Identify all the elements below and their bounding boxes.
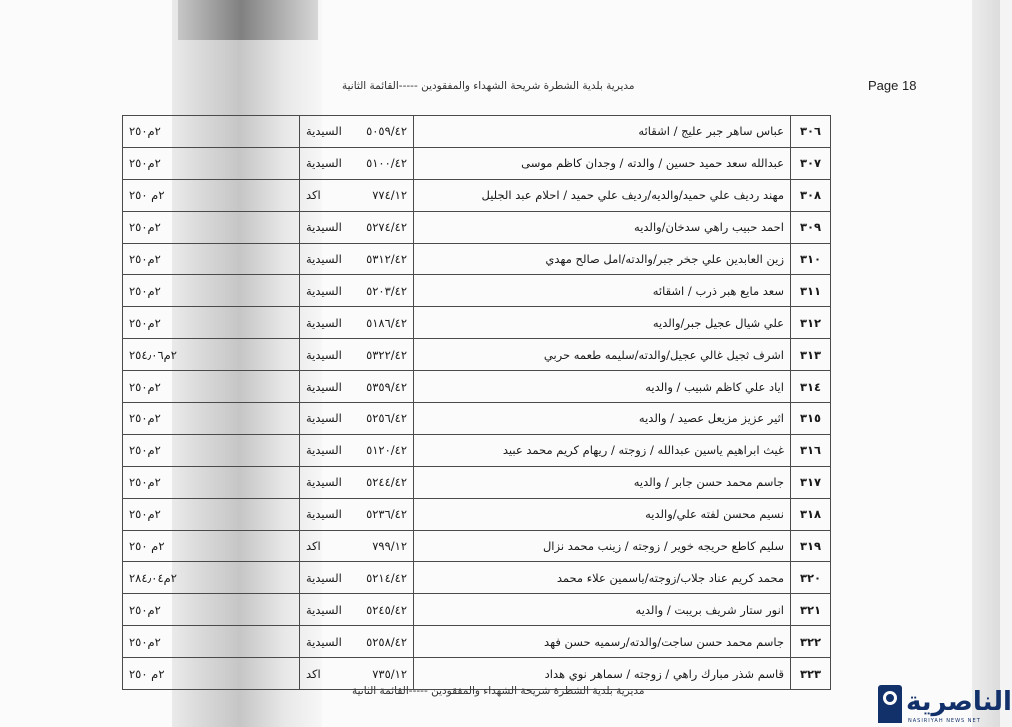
beneficiary-name-cell: جاسم محمد حسن ساجت/والدته/رسميه حسن فهد [414,626,791,658]
district-label: السيدية [306,156,342,171]
area-cell: ٢م٢٥٠ [123,371,300,403]
district-label: اكد [306,539,321,554]
area-cell: ٢م٢٥٠ [123,466,300,498]
area-cell: ٢م٢٥٠ [123,243,300,275]
logo-subtext: NASIRIYAH NEWS NET [908,718,981,724]
row-number-cell: ٣١١ [791,275,831,307]
row-number-cell: ٣٠٦ [791,116,831,148]
plot-number: ٥٢١٤/٤٢ [366,570,407,585]
binding-top-shadow [178,0,318,40]
beneficiary-name-cell: جاسم محمد حسن جابر / والديه [414,466,791,498]
beneficiary-name-cell: اياد علي كاظم شبيب / والديه [414,371,791,403]
area-cell: ٢م٢٨٤٫٠٤ [123,562,300,594]
page-number: Page 18 [868,78,917,93]
plot-code-cell [300,116,414,148]
table-row [123,403,831,435]
beneficiary-name-cell: عبدالله سعد حميد حسين / والدته / وجدان كاظم موسى [414,147,791,179]
row-number-cell: ٣٢٢ [791,626,831,658]
row-number-cell: ٣١٣ [791,339,831,371]
plot-code-cell [300,466,414,498]
area-cell: ٢م٢٥٠ [123,307,300,339]
district-label: السيدية [306,220,342,235]
row-number-cell: ٣١٧ [791,466,831,498]
district-label: السيدية [306,634,342,649]
plot-code-wrap [306,475,407,489]
district-label: السيدية [306,443,342,458]
table-row [123,434,831,466]
plot-number: ٥٢٤٤/٤٢ [366,475,407,490]
plot-number: ٥٠٥٩/٤٢ [366,124,407,139]
area-cell: ٢م٢٥٤٫٠٦ [123,339,300,371]
plot-number: ٥٣١٢/٤٢ [366,252,407,266]
plot-code-cell [300,594,414,626]
table-row [123,466,831,498]
table-row [123,371,831,403]
row-number-cell: ٣١٩ [791,530,831,562]
beneficiary-name-cell: عباس ساهر جبر عليج / اشقائه [414,116,791,148]
beneficiary-name-cell: غيث ابراهيم ياسين عبدالله / زوجته / ريهام كريم محمد عبيد [414,434,791,466]
plot-number: ٥٢٤٥/٤٢ [366,602,407,617]
district-label: السيدية [306,475,342,490]
page-footer-title: مديرية بلدية الشطرة شريحة الشهداء والمفقودين -----القائمة الثانية [352,685,645,697]
plot-code-wrap [306,443,407,457]
plot-code-wrap [306,284,407,298]
plot-code-wrap [306,411,407,425]
plot-code-wrap [306,603,407,617]
plot-code-cell [300,562,414,594]
plot-code-cell [300,179,414,211]
district-label: السيدية [306,570,342,585]
row-number-cell: ٣٢١ [791,594,831,626]
area-cell: ٢م ٢٥٠ [123,179,300,211]
plot-number: ٥٣٥٩/٤٢ [366,379,407,394]
plot-number: ٧٣٥/١٢ [372,666,407,681]
row-number-cell: ٣٢٣ [791,658,831,690]
table-row [123,147,831,179]
plot-code-cell [300,371,414,403]
table-row [123,530,831,562]
plot-code-cell [300,243,414,275]
plot-number: ٥١٢٠/٤٢ [366,443,407,458]
table-row [123,307,831,339]
table-row [123,179,831,211]
plot-code-wrap [306,348,407,362]
area-cell: ٢م٢٥٠ [123,626,300,658]
table-row [123,275,831,307]
plot-number: ٥٢٠٣/٤٢ [366,283,407,298]
row-number-cell: ٣٠٨ [791,179,831,211]
table-row [123,626,831,658]
plot-code-wrap [306,252,407,266]
area-cell: ٢م ٢٥٠ [123,658,300,690]
plot-number: ٥٢٣٦/٤٢ [366,507,407,522]
district-label: السيدية [306,507,342,522]
area-cell: ٢م٢٥٠ [123,498,300,530]
beneficiary-name-cell: نسيم محسن لفته علي/والديه [414,498,791,530]
beneficiary-name-cell: زين العابدين علي جخر جبر/والدته/امل صالح مهدي [414,243,791,275]
area-cell: ٢م٢٥٠ [123,275,300,307]
table-row [123,594,831,626]
plot-code-wrap [306,667,407,681]
area-cell: ٢م٢٥٠ [123,403,300,435]
district-label: السيدية [306,347,342,362]
plot-number: ٥٢٧٤/٤٢ [366,220,407,235]
beneficiary-name-cell: علي شيال عجيل جبر/والديه [414,307,791,339]
plot-code-cell [300,403,414,435]
plot-code-cell [300,498,414,530]
plot-number: ٥٢٥٦/٤٢ [366,411,407,426]
row-number-cell: ٣٢٠ [791,562,831,594]
plot-code-wrap [306,507,407,521]
plot-code-wrap [306,316,407,330]
plot-code-cell [300,626,414,658]
row-number-cell: ٣٠٧ [791,147,831,179]
beneficiary-name-cell: سليم كاطع حريجه خوير / زوجته / زينب محمد نزال [414,530,791,562]
logo-text: الناصرية [906,687,1012,717]
beneficiary-name-cell: احمد حبيب راهي سدخان/والديه [414,211,791,243]
table-row [123,562,831,594]
plot-number: ٧٧٤/١٢ [372,188,407,203]
beneficiary-name-cell: اثير عزيز مزيعل عصيد / والديه [414,403,791,435]
district-label: السيدية [306,379,342,394]
table-row [123,339,831,371]
row-number-cell: ٣١٤ [791,371,831,403]
district-label: السيدية [306,602,342,617]
records-table-body [123,116,831,690]
row-number-cell: ٣١٦ [791,434,831,466]
beneficiary-name-cell: سعد مايع هبر ذرب / اشقائه [414,275,791,307]
table-row [123,498,831,530]
plot-code-wrap [306,571,407,585]
plot-code-cell [300,434,414,466]
plot-code-wrap [306,539,407,553]
row-number-cell: ٣١٥ [791,403,831,435]
beneficiary-name-cell: مهند رديف علي حميد/والديه/رديف علي حميد / احلام عبد الجليل [414,179,791,211]
plot-code-wrap [306,156,407,170]
table-row [123,211,831,243]
plot-code-wrap [306,635,407,649]
beneficiary-name-cell: محمد كريم عناد جلاب/زوجته/ياسمين علاء محمد [414,562,791,594]
row-number-cell: ٣١٠ [791,243,831,275]
district-label: اكد [306,188,321,203]
district-label: السيدية [306,283,342,298]
area-cell: ٢م٢٥٠ [123,211,300,243]
plot-number: ٥٢٥٨/٤٢ [366,634,407,649]
nasiriyah-logo [878,685,1012,725]
page-edge [972,0,1000,727]
district-label: السيدية [306,124,342,139]
plot-number: ٥١٨٦/٤٢ [366,315,407,330]
plot-code-cell [300,339,414,371]
logo-icon [878,685,902,723]
area-cell: ٢م٢٥٠ [123,594,300,626]
plot-code-wrap [306,220,407,234]
records-table [122,115,831,690]
plot-code-cell [300,307,414,339]
beneficiary-name-cell: قاسم شذر مبارك راهي / زوجته / سماهر نوي هداد [414,658,791,690]
plot-code-cell [300,275,414,307]
plot-code-cell [300,147,414,179]
row-number-cell: ٣١٨ [791,498,831,530]
district-label: السيدية [306,252,342,266]
row-number-cell: ٣١٢ [791,307,831,339]
plot-number: ٥١٠٠/٤٢ [366,156,407,171]
plot-number: ٧٩٩/١٢ [372,539,407,554]
plot-number: ٥٣٢٢/٤٢ [366,347,407,362]
row-number-cell: ٣٠٩ [791,211,831,243]
area-cell: ٢م ٢٥٠ [123,530,300,562]
table-row [123,243,831,275]
area-cell: ٢م٢٥٠ [123,147,300,179]
plot-code-cell [300,530,414,562]
plot-code-cell [300,211,414,243]
table-row [123,116,831,148]
district-label: اكد [306,666,321,681]
plot-code-wrap [306,380,407,394]
area-cell: ٢م٢٥٠ [123,434,300,466]
district-label: السيدية [306,315,342,330]
district-label: السيدية [306,411,342,426]
plot-code-wrap [306,124,407,138]
page-header-title: مديرية بلدية الشطرة شريحة الشهداء والمفقودين -----القائمة الثانية [342,80,635,92]
plot-code-wrap [306,188,407,202]
beneficiary-name-cell: انور ستار شريف بريبت / والديه [414,594,791,626]
beneficiary-name-cell: اشرف ثجيل غالي عجيل/والدته/سليمه طعمه حربي [414,339,791,371]
area-cell: ٢م٢٥٠ [123,116,300,148]
